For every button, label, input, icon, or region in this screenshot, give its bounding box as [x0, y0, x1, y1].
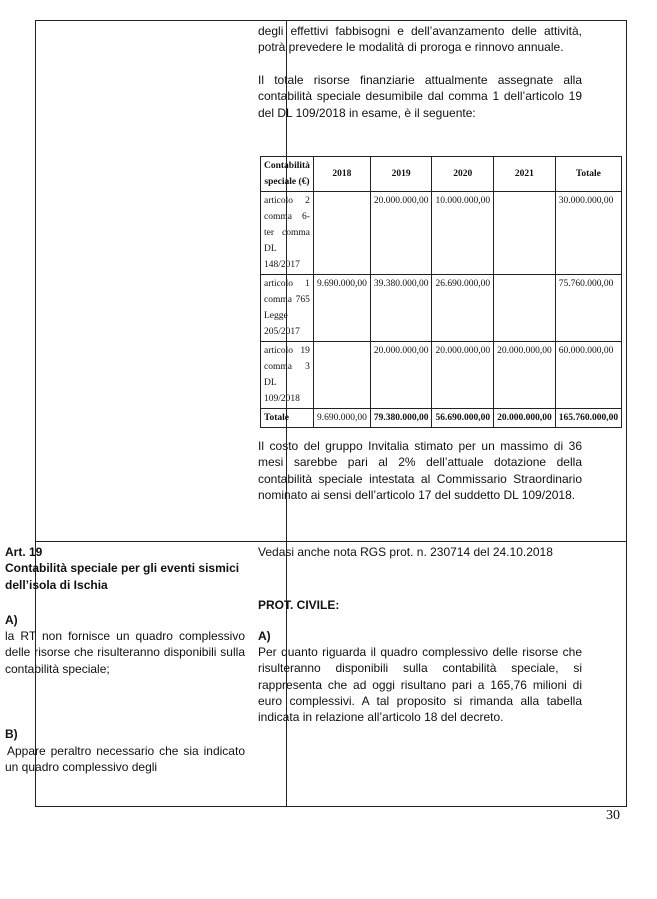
table-cell: 20.000.000,00 — [432, 342, 494, 409]
point-a-label: A) — [5, 613, 18, 627]
header-cell: 2018 — [313, 157, 370, 192]
table-total-row — [261, 409, 622, 428]
table-cell: 20.000.000,00 — [494, 342, 556, 409]
response-a-text: Per quanto riguarda il quadro complessivo delle risorse che risulteranno disponibili sulla contabilità speciale, si rappresenta che ad oggi risultano pari a 165,76 milioni di euro complessivi. A tal proposito si rimanda alla tabella indicata in relazione all’articolo 18 del decreto. — [258, 645, 582, 725]
table-cell: 9.690.000,00 — [313, 275, 370, 342]
header-cell: Totale — [555, 157, 621, 192]
page-number: 30 — [606, 808, 620, 823]
point-b-label: B) — [5, 727, 18, 741]
row-divider — [36, 541, 626, 542]
invitalia-cost-paragraph: Il costo del gruppo Invitalia stimato per un massimo di 36 mesi sarebbe pari al 2% dell’attuale dotazione della contabilità speciale intestata al Commissario Straordinario nominato ai sensi dell’articolo 17 del suddetto DL 109/2018. — [258, 439, 582, 502]
table-cell: 30.000.000,00 — [555, 192, 621, 275]
point-b-text: Appare peraltro necessario che sia indicato un quadro complessivo degli — [5, 744, 245, 775]
table-cell: 75.760.000,00 — [555, 275, 621, 342]
table-cell: 10.000.000,00 — [432, 192, 494, 275]
total-cell: 9.690.000,00 — [313, 409, 370, 428]
total-cell: 165.760.000,00 — [555, 409, 621, 428]
continuation-paragraph: degli effettivi fabbisogni e dell’avanzamento delle attività, potrà prevedere le modalità di proroga e rinnovo annuale. — [258, 24, 582, 55]
table-cell: 20.000.000,00 — [370, 342, 432, 409]
header-cell: 2019 — [370, 157, 432, 192]
table-row — [261, 342, 622, 409]
header-cell: 2021 — [494, 157, 556, 192]
table-cell: 39.380.000,00 — [370, 275, 432, 342]
table-cell — [494, 192, 556, 275]
table-cell — [313, 192, 370, 275]
total-cell: 56.690.000,00 — [432, 409, 494, 428]
total-label: Totale — [261, 409, 314, 428]
table-row — [261, 192, 622, 275]
total-cell: 20.000.000,00 — [494, 409, 556, 428]
article-subtitle: Contabilità speciale per gli eventi sismici dell’isola di Ischia — [5, 561, 240, 592]
row-label: articolo 19 comma 3 DL 109/2018 — [261, 342, 314, 409]
response-a-label: A) — [258, 629, 271, 643]
financial-table — [260, 156, 622, 428]
table-cell: 26.690.000,00 — [432, 275, 494, 342]
point-a-text: la RT non fornisce un quadro complessivo delle risorse che risulteranno disponibili sulla contabilità speciale; — [5, 629, 245, 676]
article-heading — [5, 544, 245, 593]
row-label: articolo 2 comma 6-ter comma DL 148/2017 — [261, 192, 314, 275]
table-cell — [313, 342, 370, 409]
prot-civile-heading: PROT. CIVILE: — [258, 598, 340, 612]
header-cell: Contabilità speciale (€) — [261, 157, 314, 192]
table-header-row — [261, 157, 622, 192]
total-resources-paragraph: Il totale risorse finanziarie attualmente assegnate alla contabilità speciale desumibile dal comma 1 dell’articolo 19 del DL 109/2018 in esame, è il seguente: — [258, 73, 582, 120]
table-cell: 60.000.000,00 — [555, 342, 621, 409]
total-cell: 79.380.000,00 — [370, 409, 432, 428]
rgs-note: Vedasi anche nota RGS prot. n. 230714 del 24.10.2018 — [258, 545, 553, 559]
table-cell: 20.000.000,00 — [370, 192, 432, 275]
table-cell — [494, 275, 556, 342]
header-cell: 2020 — [432, 157, 494, 192]
article-title: Art. 19 — [5, 545, 43, 559]
row-label: articolo 1 comma 765 Legge 205/2017 — [261, 275, 314, 342]
table-row — [261, 275, 622, 342]
